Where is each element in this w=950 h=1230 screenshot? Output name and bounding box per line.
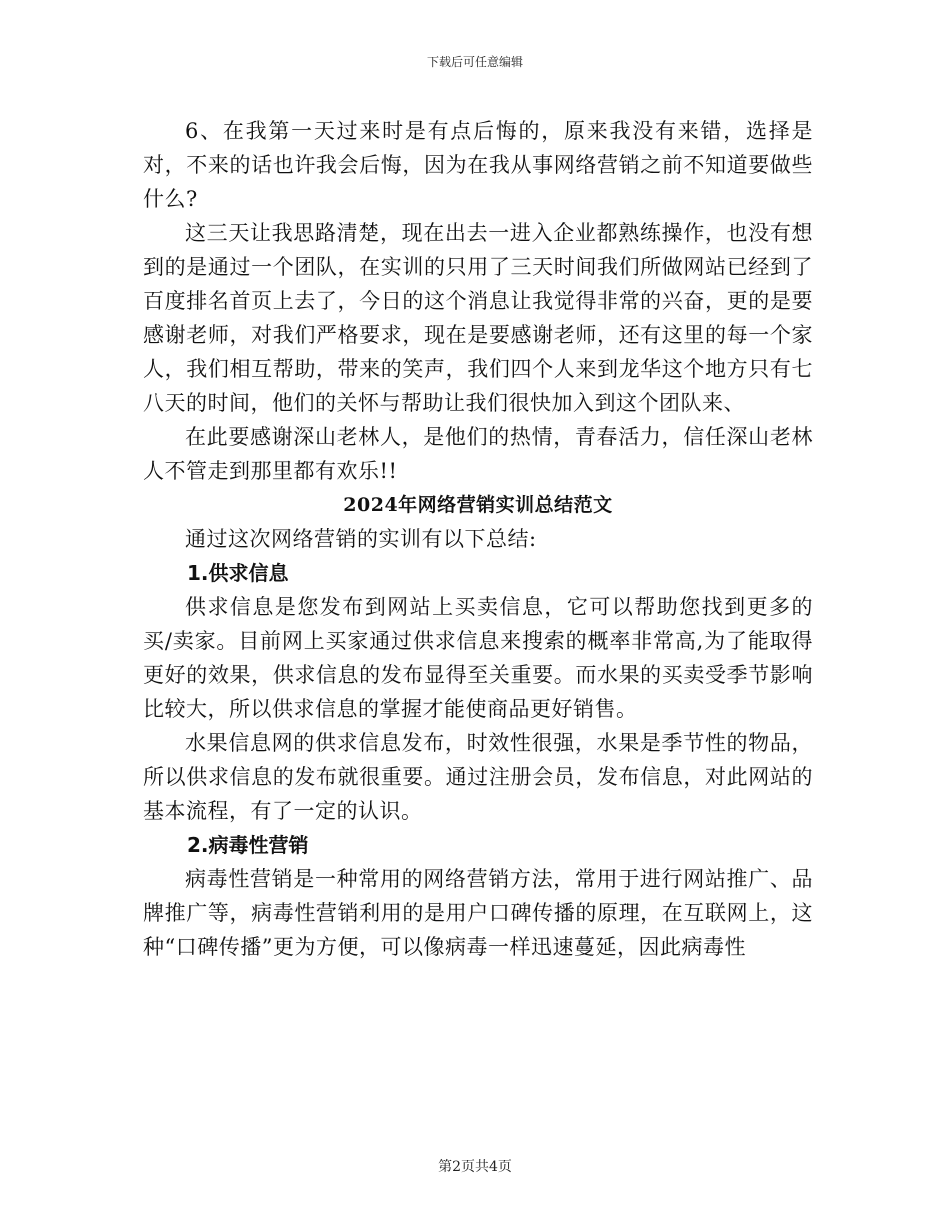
paragraph-s1p2: 水果信息网的供求信息发布，时效性很强，水果是季节性的物品，所以供求信息的发布就很重要。通过注册会员，发布信息，对此网站的基本流程，有了一定的认识。	[143, 731, 813, 823]
paragraph-s1p1: 供求信息是您发布到网站上买卖信息，它可以帮助您找到更多的买/卖家。目前网上买家通过供求信息来搜索的概率非常高,为了能取得更好的效果，供求信息的发布显得至关重要。而水果的买卖受季节影响比较大，所以供求信息的掌握才能使商品更好销售。	[143, 595, 813, 721]
section-heading-viral-marketing: 2.病毒性营销	[187, 833, 309, 857]
paragraph-p3: 在此要感谢深山老林人，是他们的热情，青春活力，信任深山老林人不管走到那里都有欢乐!!	[143, 425, 813, 483]
page-indicator: 第2页共4页	[438, 1159, 512, 1175]
paragraph-p1: 6、在我第一天过来时是有点后悔的，原来我没有来错，选择是对，不来的话也许我会后悔，因为在我从事网络营销之前不知道要做些什么?	[143, 119, 813, 211]
paragraph-s2p1: 病毒性营销是一种常用的网络营销方法，常用于进行网站推广、品牌推广等，病毒性营销利用的是用户口碑传播的原理，在互联网上，这种“口碑传播”更为方便，可以像病毒一样迅速蔓延，因此病毒性	[143, 867, 813, 959]
document-body	[143, 114, 813, 964]
header-note: 下载后可任意编辑	[426, 55, 523, 69]
article-title: 2024年网络营销实训总结范文	[343, 494, 613, 516]
intro-paragraph: 通过这次网络营销的实训有以下总结:	[185, 527, 537, 551]
paragraph-p2: 这三天让我思路清楚，现在出去一进入企业都熟练操作，也没有想到的是通过一个团队，在实训的只用了三天时间我们所做网站已经到了百度排名首页上去了，今日的这个消息让我觉得非常的兴奋，更的是要感谢老师，对我们严格要求，现在是要感谢老师，还有这里的每一个家人，我们相互帮助，带来的笑声，我们四个人来到龙华这个地方只有七八天的时间，他们的关怀与帮助让我们很快加入到这个团队来、	[143, 221, 813, 415]
section-heading-supply-demand: 1.供求信息	[187, 561, 289, 585]
